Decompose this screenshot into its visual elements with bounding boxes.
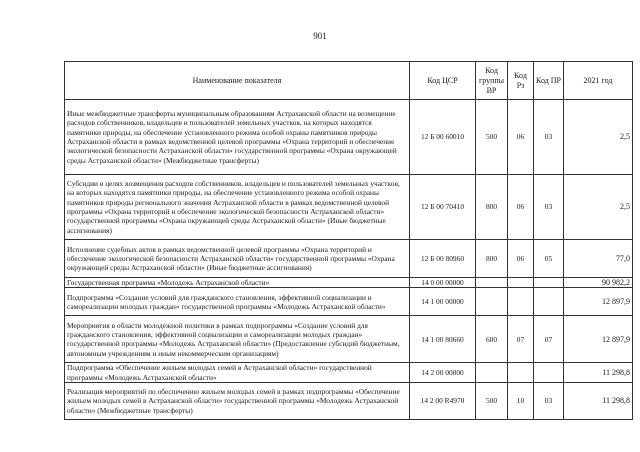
row-rz: 10	[508, 382, 534, 419]
table-row	[65, 240, 633, 278]
table-header-row	[65, 62, 633, 100]
header-year: 2021 год	[564, 62, 633, 100]
row-name: Исполнение судебных актов в рамках ведомственной целевой программы «Охрана территорий и обеспечение экологической безопасности Астраханской области» государственной программы «Охрана окружающей среды Астраханской области» (Иные бюджетные ассигнования)	[65, 240, 410, 278]
row-vr	[476, 288, 508, 316]
row-vr: 800	[476, 175, 508, 240]
row-rz: 06	[508, 240, 534, 278]
row-amount: 90 982,2	[564, 278, 633, 288]
row-amount: 2,5	[564, 100, 633, 175]
row-vr	[476, 278, 508, 288]
row-csr: 14 1 00 80660	[410, 316, 476, 363]
row-amount: 2,5	[564, 175, 633, 240]
header-rz: Код Рз	[508, 62, 534, 100]
table-row	[65, 382, 633, 419]
row-vr: 600	[476, 316, 508, 363]
row-vr: 800	[476, 240, 508, 278]
row-rz	[508, 278, 534, 288]
row-csr: 14 1 00 00000	[410, 288, 476, 316]
row-csr: 14 2 00 00000	[410, 363, 476, 383]
row-vr: 500	[476, 100, 508, 175]
header-name: Наименование показателя	[65, 62, 410, 100]
row-name: Иные межбюджетные трансферты муниципальным образованиям Астраханской области на возмещение расходов собственников, владельцев и пользователей земельных участков, на которых находятся памятники природы, на обеспечение установленного режима особой охраны памятников природы Астраханской области в рамках ведомственной целевой программы «Охрана территорий и обеспечение экологической безопасности Астраханской области» государственной программы «Охрана окружающей среды Астраханской области» (Межбюджетные трансферты)	[65, 100, 410, 175]
row-csr: 14 0 00 00000	[410, 278, 476, 288]
row-name: Государственная программа «Молодежь Астраханской области»	[65, 278, 410, 288]
row-rz: 06	[508, 100, 534, 175]
table-row	[65, 316, 633, 363]
table-row	[65, 100, 633, 175]
row-pr: 03	[534, 175, 564, 240]
row-pr: 03	[534, 382, 564, 419]
row-amount: 77,0	[564, 240, 633, 278]
table-row	[65, 175, 633, 240]
row-name: Реализация мероприятий по обеспечению жильем молодых семей в рамках подпрограммы «Обеспечение жильем молодых семей в Астраханской области» государственной программы «Молодежь Астраханской области» (Межбюджетные трансферты)	[65, 382, 410, 419]
row-csr: 12 Б 00 70410	[410, 175, 476, 240]
row-amount: 12 897,9	[564, 316, 633, 363]
header-group: Код группы ВР	[476, 62, 508, 100]
row-pr: 07	[534, 316, 564, 363]
table-row	[65, 288, 633, 316]
row-rz: 07	[508, 316, 534, 363]
row-name: Мероприятия в области молодежной политики в рамках подпрограммы «Создание условий для гражданского становления, эффективной социализации и самореализации молодых граждан» государственной программы «Молодежь Астраханской области» (Предоставление субсидий бюджетным, автономным учреждениям и иным некоммерческим организациям)	[65, 316, 410, 363]
budget-table	[64, 61, 633, 420]
row-name: Подпрограмма «Обеспечение жильем молодых семей в Астраханской области» государственной программы «Молодежь Астраханской области»	[65, 363, 410, 383]
table-row	[65, 278, 633, 288]
header-csr: Код ЦСР	[410, 62, 476, 100]
row-rz	[508, 363, 534, 383]
row-pr	[534, 363, 564, 383]
row-pr: 05	[534, 240, 564, 278]
row-pr	[534, 278, 564, 288]
row-pr: 03	[534, 100, 564, 175]
row-amount: 12 897,9	[564, 288, 633, 316]
table-row	[65, 363, 633, 383]
row-csr: 14 2 00 R4970	[410, 382, 476, 419]
row-rz	[508, 288, 534, 316]
row-pr	[534, 288, 564, 316]
row-vr: 500	[476, 382, 508, 419]
row-name: Субсидии в целях возмещения расходов собственников, владельцев и пользователей земельных участков, на которых находятся памятники природы, на обеспечение установленного режима особой охраны памятников природы регионального значения Астраханской области в рамках ведомственной целевой программы «Охрана территорий и обеспечение экологической безопасности Астраханской области» государственной программы «Охрана окружающей среды Астраханской области» (Иные бюджетные ассигнования)	[65, 175, 410, 240]
header-pr: Код ПР	[534, 62, 564, 100]
page-number: 901	[313, 31, 327, 41]
row-csr: 12 Б 00 80960	[410, 240, 476, 278]
row-name: Подпрограмма «Создание условий для гражданского становления, эффективной социализации и самореализации молодых граждан» государственной программы «Молодежь Астраханской области»	[65, 288, 410, 316]
row-csr: 12 Б 00 60010	[410, 100, 476, 175]
row-rz: 06	[508, 175, 534, 240]
row-vr	[476, 363, 508, 383]
row-amount: 11 298,8	[564, 382, 633, 419]
row-amount: 11 298,8	[564, 363, 633, 383]
